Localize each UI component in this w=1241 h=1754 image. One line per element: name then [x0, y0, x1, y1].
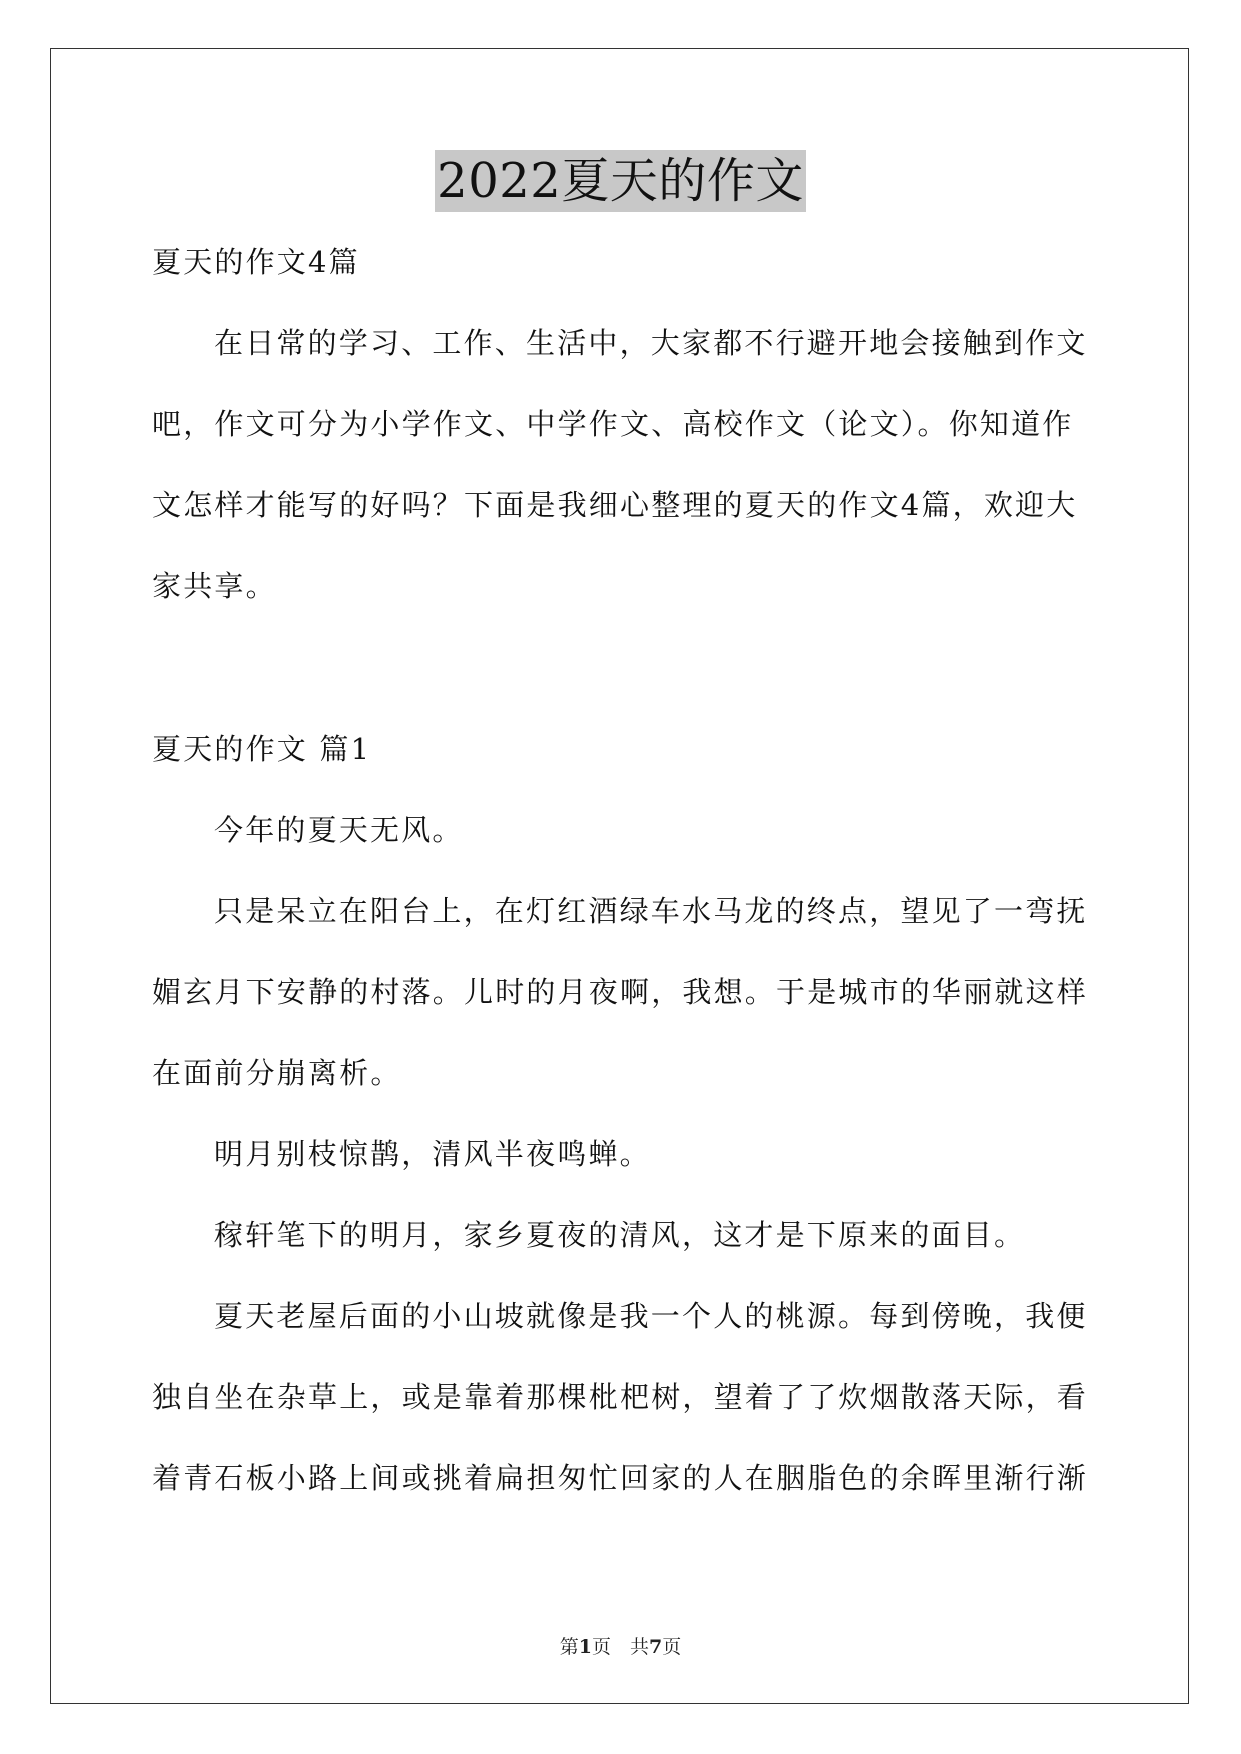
- footer-suffix: 页: [662, 1636, 682, 1658]
- section-heading-1: 夏天的作文 篇1: [152, 732, 372, 766]
- document-title: 2022夏天的作文: [435, 150, 806, 212]
- paragraph: 夏天老屋后面的小山坡就像是我一个人的桃源。每到傍晚，我便独自坐在杂草上，或是靠着那棵枇杷树，望着了了炊烟散落天际，看着青石板小路上间或挑着扁担匆忙回家的人在胭脂色的余晖里渐行渐: [152, 1299, 1089, 1495]
- page-footer: [0, 1632, 1241, 1659]
- document-body: [152, 222, 1092, 1519]
- current-page-number: 1: [578, 1636, 592, 1658]
- paragraph: 只是呆立在阳台上，在灯红酒绿车水马龙的终点，望见了一弯抚媚玄月下安静的村落。儿时的月夜啊，我想。于是城市的华丽就这样在面前分崩离析。: [152, 894, 1089, 1090]
- paragraph: 明月别枝惊鹊，清风半夜鸣蝉。: [214, 1137, 651, 1171]
- section-gap: [152, 627, 1092, 709]
- paragraph: 稼轩笔下的明月，家乡夏夜的清风，这才是下原来的面目。: [214, 1218, 1026, 1252]
- footer-prefix: 第: [559, 1636, 579, 1658]
- total-pages-number: 7: [649, 1636, 663, 1658]
- intro-heading: 夏天的作文4篇: [152, 245, 360, 279]
- paragraph: 今年的夏天无风。: [214, 813, 464, 847]
- intro-paragraph: 在日常的学习、工作、生活中，大家都不行避开地会接触到作文吧，作文可分为小学作文、中学作文、高校作文（论文）。你知道作文怎样才能写的好吗？下面是我细心整理的夏天的作文4篇，欢迎大家共享。: [152, 326, 1088, 603]
- footer-middle: 页 共: [591, 1636, 649, 1658]
- title-container: [0, 150, 1241, 212]
